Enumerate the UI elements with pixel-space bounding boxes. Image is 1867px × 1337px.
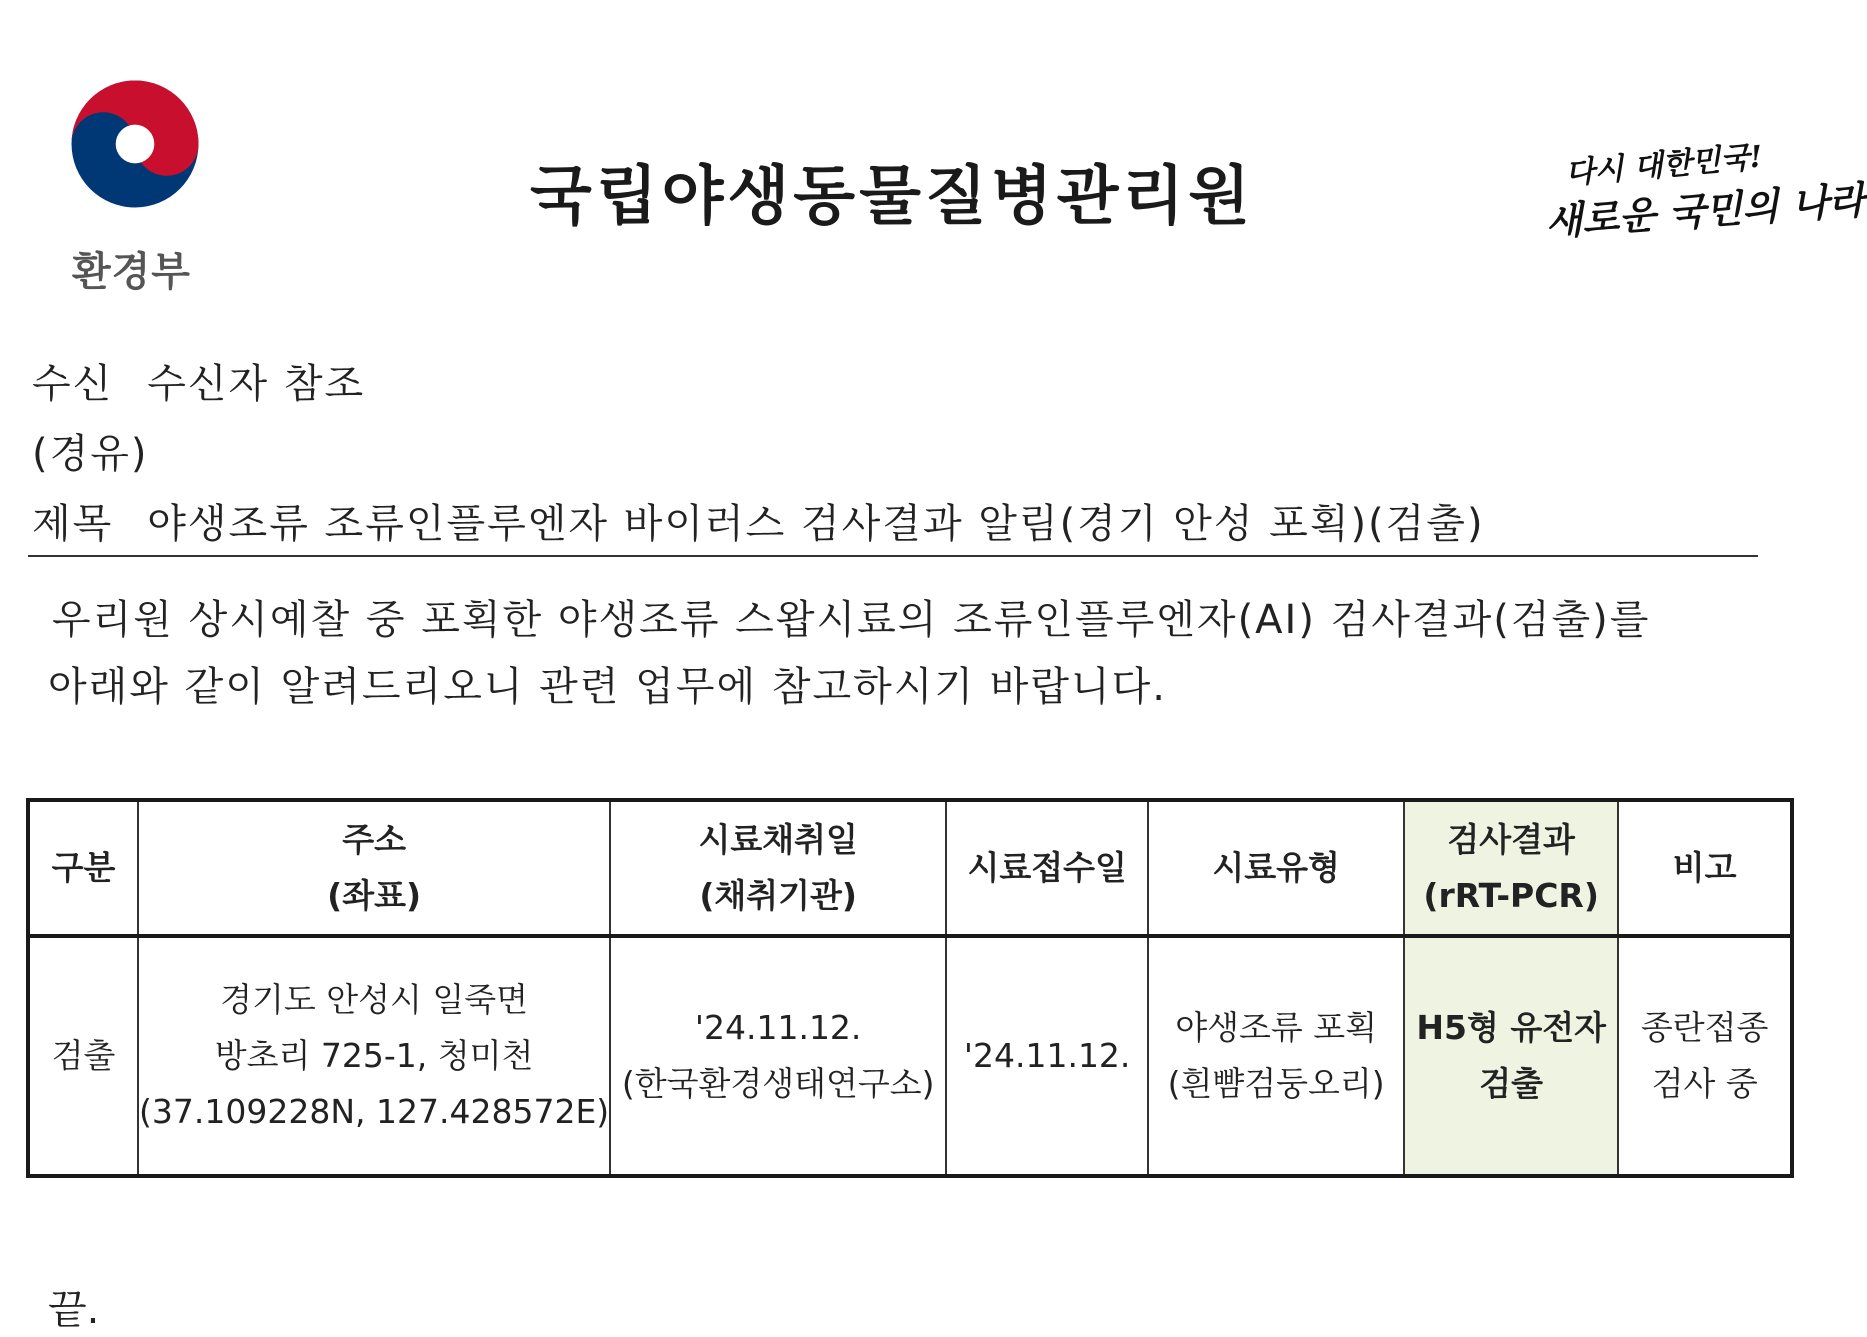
- cell-sample-type: [1148, 936, 1404, 1176]
- recipient-label: 수신: [32, 361, 114, 407]
- header-collection-date-line-1: 시료채취일: [698, 820, 858, 859]
- cell-test-result: [1404, 936, 1618, 1176]
- header-collection-date: [610, 800, 946, 936]
- header-test-result-line-1: 검사결과: [1447, 820, 1575, 859]
- table-header-row: [28, 800, 1792, 936]
- slogan-line-1: 다시 대한민국!: [1564, 139, 1764, 192]
- cell-address: [138, 936, 610, 1176]
- cell-note-line-2: 검사 중: [1651, 1064, 1758, 1103]
- header-test-result: [1404, 800, 1618, 936]
- cell-address-line-1: 경기도 안성시 일죽면: [220, 980, 529, 1019]
- header-address-line-1: 주소: [342, 820, 406, 859]
- header-address: [138, 800, 610, 936]
- cell-collection-agency: (한국환경생태연구소): [621, 1064, 935, 1103]
- cell-receipt-date: '24.11.12.: [946, 936, 1148, 1176]
- slogan-line-2: 새로운 국민의 나라: [1544, 176, 1867, 245]
- cell-sample-type-line-2: (흰뺨검둥오리): [1167, 1064, 1385, 1103]
- cell-gubun: 검출: [28, 936, 138, 1176]
- via-line: (경유): [32, 431, 149, 477]
- cell-address-line-2: 방초리 725-1, 청미천: [214, 1036, 534, 1075]
- cell-note-line-1: 종란접종: [1640, 1008, 1769, 1047]
- recipient-value: 수신자 참조: [147, 361, 366, 407]
- slogan: [1544, 139, 1867, 250]
- government-emblem-icon: [66, 75, 204, 213]
- cell-collection-date: [610, 936, 946, 1176]
- header-sample-type: 시료유형: [1148, 800, 1404, 936]
- header-address-line-2: (좌표): [327, 876, 422, 915]
- recipient-line: [32, 352, 365, 409]
- subject-value: 야생조류 조류인플루엔자 바이러스 검사결과 알림(경기 안성 포획)(검출): [147, 501, 1485, 547]
- body-text-line-1: 우리원 상시예찰 중 포획한 야생조류 스왑시료의 조류인플루엔자(AI) 검사결과(검출)를: [52, 597, 1651, 643]
- header-test-result-line-2: (rRT-PCR): [1423, 876, 1599, 915]
- cell-collection-date-value: '24.11.12.: [694, 1008, 862, 1047]
- cell-sample-type-line-1: 야생조류 포획: [1175, 1008, 1378, 1047]
- header-gubun: 구분: [28, 800, 138, 936]
- result-table: [26, 798, 1794, 1178]
- subject-label: 제목: [32, 501, 114, 547]
- body-text-line-2: 아래와 같이 알려드리오니 관련 업무에 참고하시기 바랍니다.: [48, 664, 1168, 710]
- cell-address-coords: (37.109228N, 127.428572E): [139, 1092, 610, 1131]
- result-table-container: [26, 798, 1794, 1178]
- cell-test-result-line-2: 검출: [1479, 1064, 1544, 1103]
- header-receipt-date: 시료접수일: [946, 800, 1148, 936]
- cell-test-result-line-1: H5형 유전자: [1416, 1008, 1606, 1047]
- subject-line: [32, 492, 1485, 549]
- header-note: 비고: [1618, 800, 1792, 936]
- org-title: 국립야생동물질병관리원: [530, 160, 1255, 234]
- ministry-logo: [60, 75, 210, 295]
- cell-note: [1618, 936, 1792, 1176]
- end-mark: 끝.: [48, 1287, 100, 1333]
- divider: [28, 555, 1758, 557]
- header-collection-date-line-2: (채취기관): [699, 876, 858, 915]
- ministry-name: 환경부: [72, 249, 191, 295]
- table-row: [28, 936, 1792, 1176]
